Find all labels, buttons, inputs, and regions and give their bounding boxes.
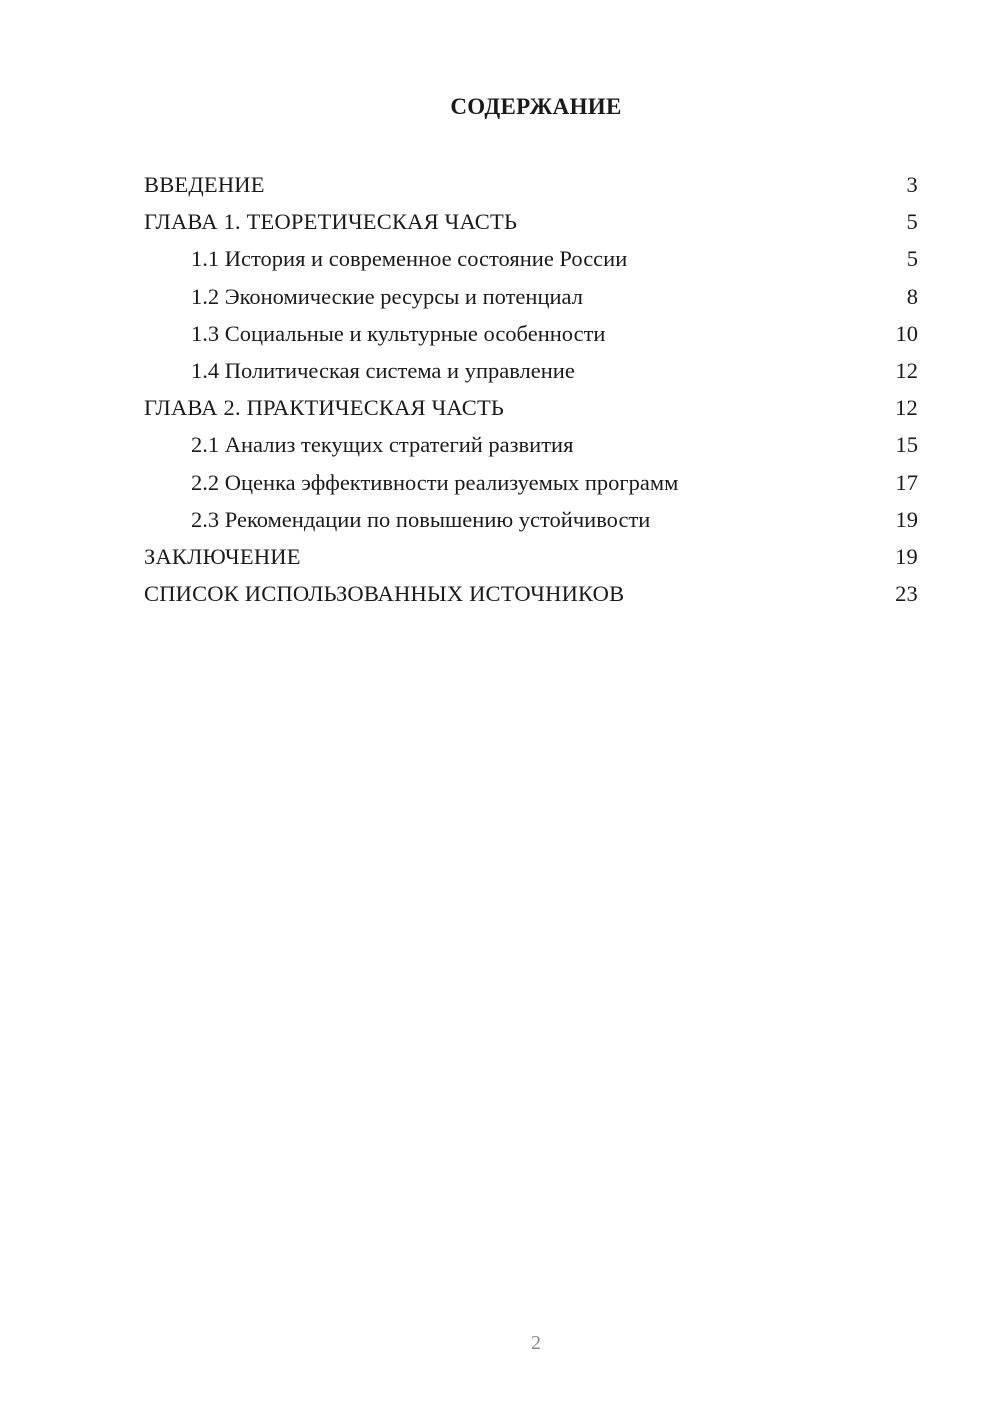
toc-entry-chapter-1[interactable] [144, 203, 918, 240]
toc-entry-page: 10 [895, 320, 918, 346]
toc-entry-page: 19 [895, 506, 918, 532]
toc-entry-title: 2.1 Анализ текущих стратегий развития [191, 432, 574, 458]
toc-entry-page: 5 [906, 209, 918, 235]
toc-entry-title: ГЛАВА 1. ТЕОРЕТИЧЕСКАЯ ЧАСТЬ [144, 209, 518, 235]
table-of-contents [144, 166, 918, 612]
toc-entry-section-2-3[interactable] [144, 501, 918, 538]
toc-entry-title: СПИСОК ИСПОЛЬЗОВАННЫХ ИСТОЧНИКОВ [144, 581, 625, 607]
toc-entry-page: 19 [895, 543, 918, 569]
toc-entry-section-1-2[interactable] [144, 278, 918, 315]
toc-entry-title: 2.3 Рекомендации по повышению устойчивости [191, 506, 651, 532]
toc-entry-section-1-4[interactable] [144, 352, 918, 389]
toc-entry-section-2-1[interactable] [144, 426, 918, 463]
toc-entry-chapter-2[interactable] [144, 389, 918, 426]
toc-entry-page: 17 [895, 469, 918, 495]
page-number: 2 [531, 1332, 541, 1354]
toc-entry-title: 1.1 История и современное состояние России [191, 246, 628, 272]
toc-entry-references[interactable] [144, 575, 918, 612]
toc-title: СОДЕРЖАНИЕ [450, 94, 622, 119]
toc-entry-title: 1.4 Политическая система и управление [191, 357, 575, 383]
toc-entry-title: 1.3 Социальные и культурные особенности [191, 320, 606, 346]
toc-entry-title: 1.2 Экономические ресурсы и потенциал [191, 283, 583, 309]
toc-entry-title: ЗАКЛЮЧЕНИЕ [144, 543, 301, 569]
toc-entry-page: 15 [895, 432, 918, 458]
toc-entry-section-1-3[interactable] [144, 315, 918, 352]
toc-entry-introduction[interactable] [144, 166, 918, 203]
toc-entry-page: 3 [906, 172, 918, 197]
toc-entry-title: ВВЕДЕНИЕ [144, 172, 265, 197]
toc-entry-page: 12 [895, 395, 918, 421]
toc-entry-conclusion[interactable] [144, 538, 918, 575]
toc-entry-page: 23 [895, 581, 918, 607]
toc-entry-page: 12 [895, 357, 918, 383]
toc-entry-page: 8 [906, 283, 918, 309]
toc-entry-title: ГЛАВА 2. ПРАКТИЧЕСКАЯ ЧАСТЬ [144, 395, 505, 421]
toc-entry-page: 5 [906, 246, 918, 272]
toc-entry-section-1-1[interactable] [144, 240, 918, 277]
toc-entry-section-2-2[interactable] [144, 464, 918, 501]
toc-entry-title: 2.2 Оценка эффективности реализуемых программ [191, 469, 679, 495]
